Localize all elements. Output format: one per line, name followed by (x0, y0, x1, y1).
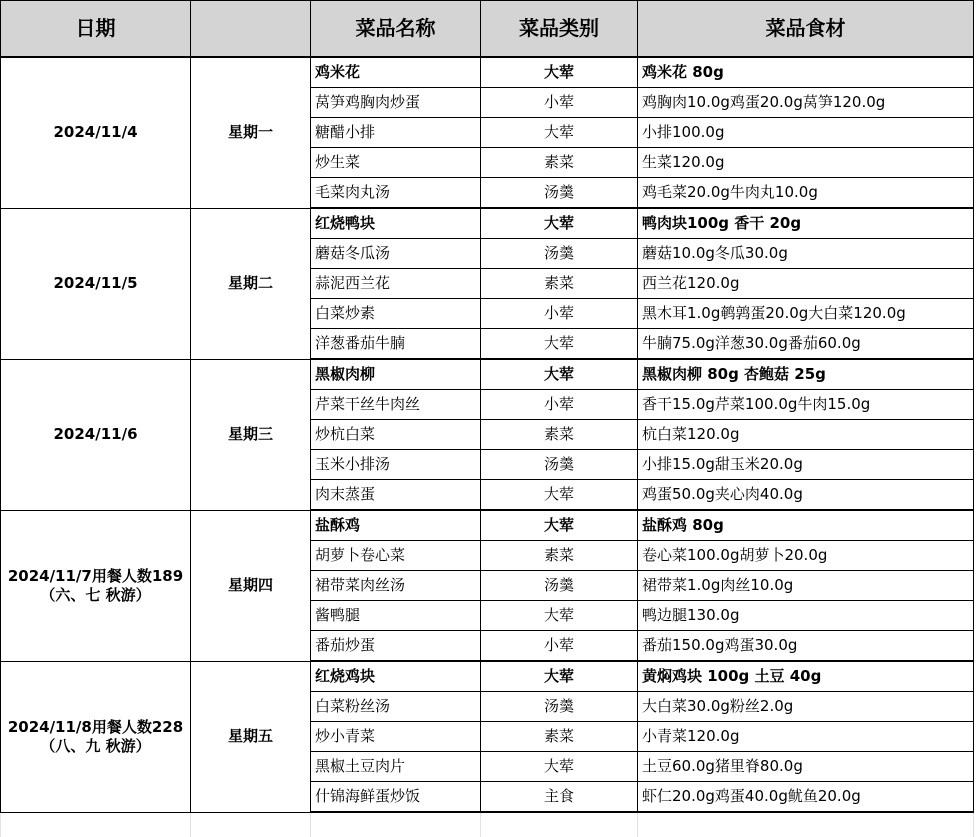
dish-name-cell[interactable]: 酱鸭腿 (311, 601, 481, 631)
dish-category-cell[interactable]: 小荤 (481, 88, 638, 118)
date-cell[interactable]: 2024/11/8用餐人数228（八、九 秋游） (1, 661, 191, 812)
empty-cell[interactable] (638, 812, 974, 837)
dish-name-cell[interactable]: 盐酥鸡 (311, 510, 481, 541)
empty-cell[interactable] (311, 812, 481, 837)
dish-ingredients-cell[interactable]: 鸭边腿130.0g (638, 601, 974, 631)
dish-name-cell[interactable]: 裙带菜肉丝汤 (311, 571, 481, 601)
dish-category-cell[interactable]: 汤羹 (481, 692, 638, 722)
dish-name-cell[interactable]: 芹菜干丝牛肉丝 (311, 390, 481, 420)
empty-cell[interactable] (191, 812, 311, 837)
date-cell[interactable]: 2024/11/4 (1, 57, 191, 208)
weekday-cell[interactable]: 星期一 (191, 57, 311, 208)
dish-category-cell[interactable]: 大荤 (481, 661, 638, 692)
empty-cell[interactable] (481, 812, 638, 837)
dish-name-cell[interactable]: 洋葱番茄牛腩 (311, 329, 481, 360)
weekday-cell[interactable]: 星期二 (191, 208, 311, 359)
dish-category-cell[interactable]: 素菜 (481, 722, 638, 752)
header-dish-ingredients[interactable]: 菜品食材 (638, 1, 974, 58)
dish-name-cell[interactable]: 黑椒土豆肉片 (311, 752, 481, 782)
dish-name-cell[interactable]: 红烧鸭块 (311, 208, 481, 239)
dish-name-cell[interactable]: 番茄炒蛋 (311, 631, 481, 662)
dish-ingredients-cell[interactable]: 黑椒肉柳 80g 杏鲍菇 25g (638, 359, 974, 390)
dish-category-cell[interactable]: 大荤 (481, 208, 638, 239)
dish-name-cell[interactable]: 炒杭白菜 (311, 420, 481, 450)
dish-category-cell[interactable]: 大荤 (481, 480, 638, 511)
header-row (1, 1, 974, 58)
dish-name-cell[interactable]: 黑椒肉柳 (311, 359, 481, 390)
dish-ingredients-cell[interactable]: 小排15.0g甜玉米20.0g (638, 450, 974, 480)
dish-ingredients-cell[interactable]: 鸭肉块100g 香干 20g (638, 208, 974, 239)
menu-body (1, 57, 974, 837)
header-weekday[interactable] (191, 1, 311, 58)
date-cell[interactable]: 2024/11/5 (1, 208, 191, 359)
header-dish-name[interactable]: 菜品名称 (311, 1, 481, 58)
dish-ingredients-cell[interactable]: 大白菜30.0g粉丝2.0g (638, 692, 974, 722)
table-row (1, 208, 974, 239)
empty-row (1, 812, 974, 837)
weekday-cell[interactable]: 星期五 (191, 661, 311, 812)
dish-ingredients-cell[interactable]: 生菜120.0g (638, 148, 974, 178)
dish-name-cell[interactable]: 红烧鸡块 (311, 661, 481, 692)
dish-category-cell[interactable]: 小荤 (481, 299, 638, 329)
dish-category-cell[interactable]: 素菜 (481, 148, 638, 178)
date-cell[interactable]: 2024/11/6 (1, 359, 191, 510)
dish-category-cell[interactable]: 小荤 (481, 390, 638, 420)
dish-ingredients-cell[interactable]: 香干15.0g芹菜100.0g牛肉15.0g (638, 390, 974, 420)
dish-name-cell[interactable]: 肉末蒸蛋 (311, 480, 481, 511)
dish-name-cell[interactable]: 蘑菇冬瓜汤 (311, 239, 481, 269)
dish-ingredients-cell[interactable]: 虾仁20.0g鸡蛋40.0g鱿鱼20.0g (638, 782, 974, 813)
dish-name-cell[interactable]: 什锦海鲜蛋炒饭 (311, 782, 481, 813)
dish-ingredients-cell[interactable]: 鸡胸肉10.0g鸡蛋20.0g莴笋120.0g (638, 88, 974, 118)
weekday-cell[interactable]: 星期四 (191, 510, 311, 661)
header-date[interactable]: 日期 (1, 1, 191, 58)
dish-name-cell[interactable]: 糖醋小排 (311, 118, 481, 148)
dish-ingredients-cell[interactable]: 盐酥鸡 80g (638, 510, 974, 541)
dish-category-cell[interactable]: 大荤 (481, 752, 638, 782)
dish-category-cell[interactable]: 大荤 (481, 359, 638, 390)
dish-name-cell[interactable]: 白菜粉丝汤 (311, 692, 481, 722)
header-dish-category[interactable]: 菜品类别 (481, 1, 638, 58)
dish-category-cell[interactable]: 大荤 (481, 329, 638, 360)
dish-category-cell[interactable]: 汤羹 (481, 571, 638, 601)
dish-category-cell[interactable]: 大荤 (481, 118, 638, 148)
dish-category-cell[interactable]: 主食 (481, 782, 638, 813)
dish-category-cell[interactable]: 汤羹 (481, 178, 638, 209)
dish-ingredients-cell[interactable]: 黑木耳1.0g鹌鹑蛋20.0g大白菜120.0g (638, 299, 974, 329)
dish-ingredients-cell[interactable]: 杭白菜120.0g (638, 420, 974, 450)
dish-category-cell[interactable]: 素菜 (481, 269, 638, 299)
dish-name-cell[interactable]: 鸡米花 (311, 57, 481, 88)
dish-name-cell[interactable]: 炒小青菜 (311, 722, 481, 752)
dish-category-cell[interactable]: 汤羹 (481, 450, 638, 480)
empty-cell[interactable] (1, 812, 191, 837)
dish-category-cell[interactable]: 素菜 (481, 420, 638, 450)
dish-ingredients-cell[interactable]: 小青菜120.0g (638, 722, 974, 752)
dish-name-cell[interactable]: 毛菜肉丸汤 (311, 178, 481, 209)
dish-ingredients-cell[interactable]: 裙带菜1.0g肉丝10.0g (638, 571, 974, 601)
table-row (1, 57, 974, 88)
dish-category-cell[interactable]: 素菜 (481, 541, 638, 571)
dish-category-cell[interactable]: 大荤 (481, 57, 638, 88)
dish-name-cell[interactable]: 莴笋鸡胸肉炒蛋 (311, 88, 481, 118)
table-row (1, 661, 974, 692)
dish-name-cell[interactable]: 胡萝卜卷心菜 (311, 541, 481, 571)
dish-ingredients-cell[interactable]: 蘑菇10.0g冬瓜30.0g (638, 239, 974, 269)
dish-ingredients-cell[interactable]: 西兰花120.0g (638, 269, 974, 299)
table-row (1, 359, 974, 390)
date-cell[interactable]: 2024/11/7用餐人数189（六、七 秋游） (1, 510, 191, 661)
dish-category-cell[interactable]: 大荤 (481, 601, 638, 631)
dish-category-cell[interactable]: 大荤 (481, 510, 638, 541)
dish-category-cell[interactable]: 汤羹 (481, 239, 638, 269)
dish-name-cell[interactable]: 白菜炒素 (311, 299, 481, 329)
dish-ingredients-cell[interactable]: 土豆60.0g猪里脊80.0g (638, 752, 974, 782)
dish-ingredients-cell[interactable]: 番茄150.0g鸡蛋30.0g (638, 631, 974, 662)
dish-category-cell[interactable]: 小荤 (481, 631, 638, 662)
dish-ingredients-cell[interactable]: 鸡毛菜20.0g牛肉丸10.0g (638, 178, 974, 209)
weekday-cell[interactable]: 星期三 (191, 359, 311, 510)
table-row (1, 510, 974, 541)
dish-ingredients-cell[interactable]: 小排100.0g (638, 118, 974, 148)
dish-ingredients-cell[interactable]: 鸡米花 80g (638, 57, 974, 88)
dish-ingredients-cell[interactable]: 鸡蛋50.0g夹心肉40.0g (638, 480, 974, 511)
dish-ingredients-cell[interactable]: 黄焖鸡块 100g 土豆 40g (638, 661, 974, 692)
dish-ingredients-cell[interactable]: 牛腩75.0g洋葱30.0g番茄60.0g (638, 329, 974, 360)
dish-name-cell[interactable]: 蒜泥西兰花 (311, 269, 481, 299)
dish-ingredients-cell[interactable]: 卷心菜100.0g胡萝卜20.0g (638, 541, 974, 571)
dish-name-cell[interactable]: 炒生菜 (311, 148, 481, 178)
dish-name-cell[interactable]: 玉米小排汤 (311, 450, 481, 480)
